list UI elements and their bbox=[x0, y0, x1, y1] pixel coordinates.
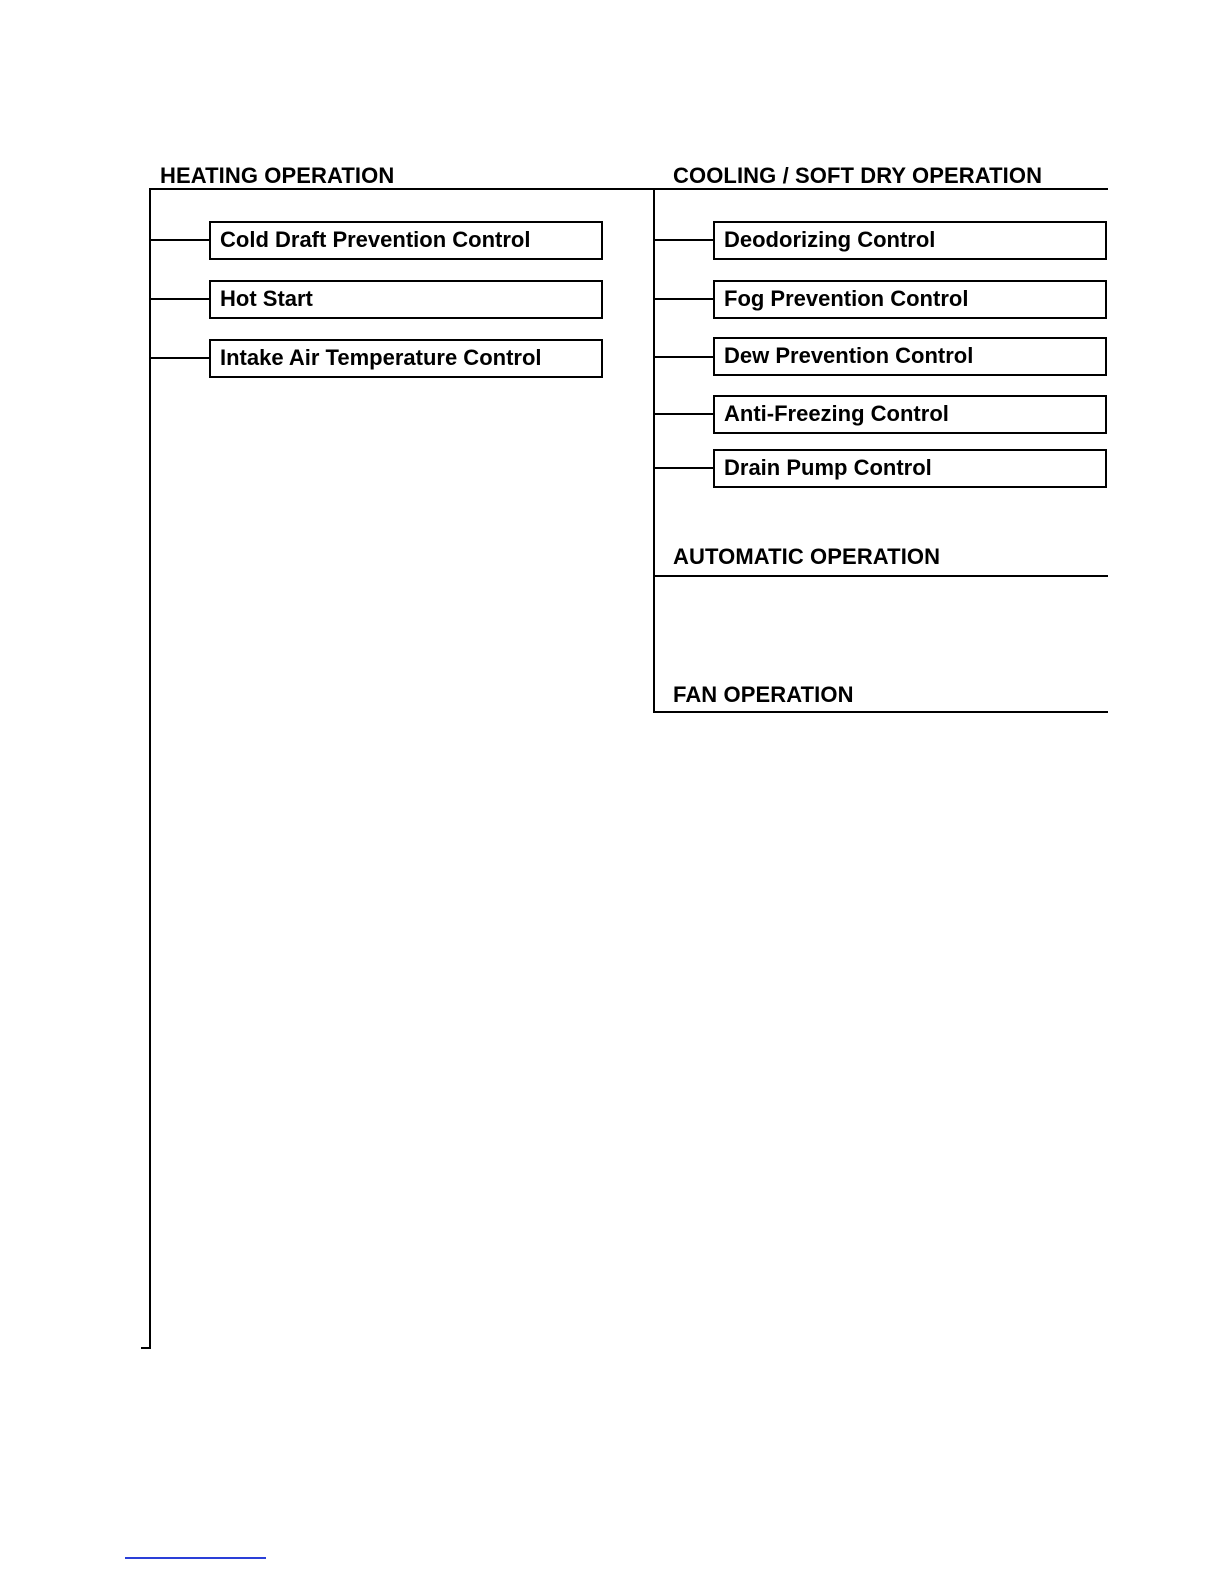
anti-freezing-control-box: Anti-Freezing Control bbox=[713, 395, 1107, 434]
cooling-connector bbox=[653, 298, 714, 300]
footer-link-underline bbox=[125, 1557, 266, 1559]
cooling-connector bbox=[653, 413, 714, 415]
cooling-operation-heading: COOLING / SOFT DRY OPERATION bbox=[673, 163, 1043, 188]
heating-trunk-end-tick bbox=[141, 1347, 151, 1349]
dew-prevention-control-box: Dew Prevention Control bbox=[713, 337, 1107, 376]
automatic-operation-rule bbox=[653, 575, 1108, 577]
fog-prevention-control-box: Fog Prevention Control bbox=[713, 280, 1107, 319]
hot-start-box: Hot Start bbox=[209, 280, 603, 319]
automatic-operation-heading: AUTOMATIC OPERATION bbox=[673, 544, 941, 569]
fan-operation-heading: FAN OPERATION bbox=[673, 682, 854, 707]
top-rule bbox=[149, 188, 1108, 190]
deodorizing-control-box: Deodorizing Control bbox=[713, 221, 1107, 260]
heating-connector bbox=[149, 298, 210, 300]
drain-pump-control-box: Drain Pump Control bbox=[713, 449, 1107, 488]
cooling-connector bbox=[653, 239, 714, 241]
cooling-trunk-line bbox=[653, 188, 655, 713]
fan-operation-rule bbox=[653, 711, 1108, 713]
heating-connector bbox=[149, 239, 210, 241]
cold-draft-prevention-control-box: Cold Draft Prevention Control bbox=[209, 221, 603, 260]
cooling-connector bbox=[653, 467, 714, 469]
heating-operation-heading: HEATING OPERATION bbox=[160, 163, 395, 188]
heating-connector bbox=[149, 357, 210, 359]
intake-air-temperature-control-box: Intake Air Temperature Control bbox=[209, 339, 603, 378]
cooling-connector bbox=[653, 356, 714, 358]
heating-trunk-line bbox=[149, 188, 151, 1349]
